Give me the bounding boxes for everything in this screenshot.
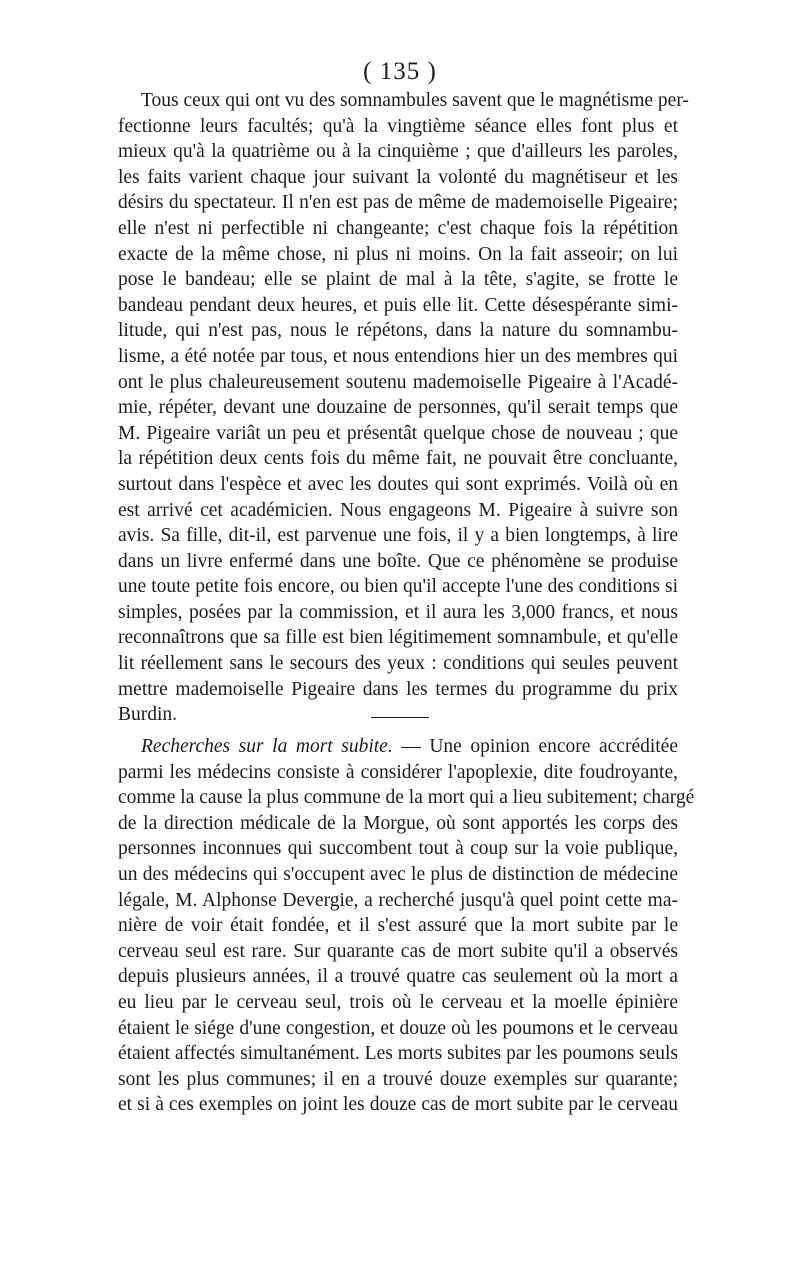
section-separator: [371, 717, 429, 718]
text-line: elle n'est ni perfectible ni changeante; c'est chaque fois la répétition: [118, 217, 678, 239]
text-line: bandeau pendant deux heures, et puis elle lit. Cette désespérante simi-: [118, 294, 678, 316]
text-line: mie, répéter, devant une douzaine de personnes, qu'il serait temps que: [118, 397, 678, 419]
section-lead-text: — Une opinion encore accréditée: [392, 736, 678, 757]
text-line: cerveau seul est rare. Sur quarante cas de mort subite qu'il a observés: [118, 940, 678, 962]
text-line: de la direction médicale de la Morgue, où sont apportés les corps des: [118, 812, 678, 834]
text-line: reconnaîtrons que sa fille est bien légitimement somnambule, et qu'elle: [118, 627, 678, 649]
text-line: Burdin.: [118, 704, 178, 726]
text-line: exacte de la même chose, ni plus ni moins. On la fait asseoir; on lui: [118, 243, 678, 265]
text-line: sont les plus communes; il en a trouvé douze exemples sur quarante;: [118, 1068, 678, 1090]
text-line: simples, posées par la commission, et il aura les 3,000 francs, et nous: [118, 601, 678, 623]
text-line: un des médecins qui s'occupent avec le plus de distinction de médecine: [118, 863, 678, 885]
text-line: dans un livre enfermé dans une boîte. Que ce phénomène se produise: [118, 550, 678, 572]
text-line: depuis plusieurs années, il a trouvé quatre cas seulement où la mort a: [118, 966, 678, 988]
text-line: eu lieu par le cerveau seul, trois où le cerveau et la moelle épinière: [118, 991, 678, 1013]
text-line: litude, qui n'est pas, nous le répétons, dans la nature du somnambu-: [118, 320, 678, 342]
text-line: fectionne leurs facultés; qu'à la vingtième séance elles font plus et: [118, 115, 678, 137]
paragraph-mort-subite: [118, 734, 695, 1118]
text-line: légale, M. Alphonse Devergie, a recherché jusqu'à quel point cette ma-: [118, 889, 678, 911]
page-number: ( 135 ): [363, 58, 437, 85]
text-line: la répétition deux cents fois du même fait, ne pouvait être concluante,: [118, 448, 678, 470]
text-line: est arrivé cet académicien. Nous engageons M. Pigeaire à suivre son: [118, 499, 678, 521]
text-line: et si à ces exemples on joint les douze cas de mort subite par le cerveau: [118, 1094, 678, 1116]
text-line: parmi les médecins consiste à considérer l'apoplexie, dite foudroyante,: [118, 761, 678, 783]
text-line: ont le plus chaleureusement soutenu mademoiselle Pigeaire à l'Acadé-: [118, 371, 678, 393]
text-line: comme la cause la plus commune de la mort qui a lieu subitement; chargé: [118, 787, 695, 809]
text-line: Tous ceux qui ont vu des somnambules savent que le magnétisme per-: [141, 90, 689, 111]
text-line: mieux qu'à la quatrième ou à la cinquième ; que d'ailleurs les paroles,: [118, 141, 678, 163]
text-line: désirs du spectateur. Il n'en est pas de même de mademoiselle Pigeaire;: [118, 192, 678, 214]
text-line: une toute petite fois encore, ou bien qu'il accepte l'une des conditions si: [118, 576, 678, 598]
text-line: pose le bandeau; elle se plaint de mal à la tête, s'agite, se frotte le: [118, 269, 678, 291]
text-line: nière de voir était fondée, et il s'est assuré que la mort subite par le: [118, 915, 678, 937]
text-line: les faits varient chaque jour suivant la volonté du magnétiseur et les: [118, 166, 678, 188]
text-line: avis. Sa fille, dit-il, est parvenue une fois, il y a bien longtemps, à lire: [118, 525, 678, 547]
text-line: lisme, a été notée par tous, et nous entendions hier un des membres qui: [118, 345, 678, 367]
text-line: étaient le siége d'une congestion, et douze où les poumons et le cerveau: [118, 1017, 678, 1039]
text-line: lit réellement sans le secours des yeux : conditions qui seules peuvent: [118, 653, 678, 675]
text-line: personnes inconnues qui succombent tout à coup sur la voie publique,: [118, 838, 678, 860]
text-line: M. Pigeaire variât un peu et présentât quelque chose de nouveau ; que: [118, 422, 678, 444]
text-line-first: [118, 734, 678, 760]
text-line: surtout dans l'espèce et avec les doutes qui sont exprimés. Voilà où en: [118, 473, 678, 495]
paragraph-somnambule: [118, 88, 689, 728]
section-title: Recherches sur la mort subite.: [141, 736, 393, 757]
text-line: mettre mademoiselle Pigeaire dans les termes du programme du prix: [118, 678, 678, 700]
text-line: étaient affectés simultanément. Les morts subites par les poumons seuls: [118, 1043, 678, 1065]
